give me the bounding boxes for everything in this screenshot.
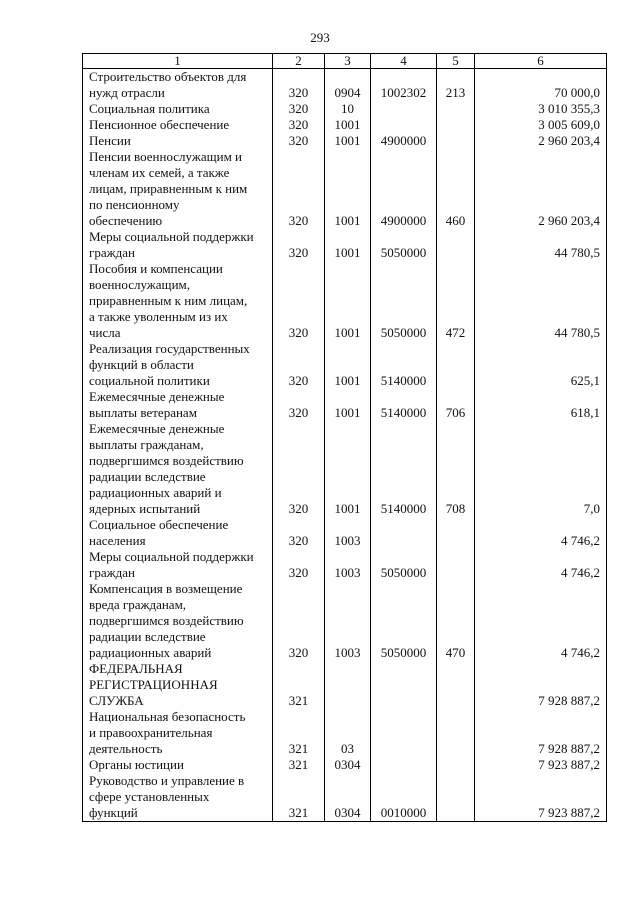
ministry-code: 320 (273, 549, 325, 581)
row-name-line: нужд отрасли (89, 85, 165, 100)
row-name (83, 101, 273, 117)
target-code (371, 709, 437, 757)
table-row (83, 421, 607, 517)
target-code (371, 661, 437, 709)
row-name-line: граждан (89, 565, 135, 580)
row-name-line: ФЕДЕРАЛЬНАЯ (89, 661, 183, 676)
row-name (83, 709, 273, 757)
row-name-line: Руководство и управление в (89, 773, 245, 788)
target-code: 5140000 (371, 389, 437, 421)
row-name-line: функций в области (89, 357, 194, 372)
table-row (83, 709, 607, 757)
row-name-line: Компенсация в возмещение (89, 581, 243, 596)
section-code: 1003 (325, 517, 371, 549)
table-row (83, 229, 607, 261)
ministry-code: 320 (273, 69, 325, 102)
amount: 4 746,2 (475, 517, 607, 549)
amount: 625,1 (475, 341, 607, 389)
row-name-line: Пенсионное обеспечение (89, 117, 230, 132)
row-name (83, 261, 273, 341)
target-code (371, 517, 437, 549)
row-name-line: функций (89, 805, 138, 820)
table-row (83, 117, 607, 133)
target-code: 5050000 (371, 261, 437, 341)
column-header: 1 (83, 54, 273, 69)
section-code: 1001 (325, 389, 371, 421)
row-name (83, 581, 273, 661)
expense-type-code (437, 757, 475, 773)
ministry-code: 320 (273, 341, 325, 389)
row-name-line: Ежемесячные денежные (89, 421, 225, 436)
row-name-line: подвергшимся воздействию (89, 453, 244, 468)
row-name-line: граждан (89, 245, 135, 260)
expense-type-code: 213 (437, 69, 475, 102)
row-name-line: числа (89, 325, 121, 340)
target-code: 5050000 (371, 581, 437, 661)
row-name-line: выплаты гражданам, (89, 437, 204, 452)
ministry-code: 320 (273, 117, 325, 133)
section-code: 03 (325, 709, 371, 757)
section-code: 0904 (325, 69, 371, 102)
section-code: 1001 (325, 149, 371, 229)
row-name (83, 757, 273, 773)
section-code: 1001 (325, 261, 371, 341)
expense-type-code: 472 (437, 261, 475, 341)
amount: 3 005 609,0 (475, 117, 607, 133)
row-name (83, 421, 273, 517)
row-name-line: Меры социальной поддержки (89, 229, 254, 244)
ministry-code: 320 (273, 581, 325, 661)
expense-type-code (437, 773, 475, 822)
row-name (83, 149, 273, 229)
column-header: 2 (273, 54, 325, 69)
target-code: 1002302 (371, 69, 437, 102)
ministry-code: 320 (273, 133, 325, 149)
target-code: 4900000 (371, 149, 437, 229)
amount: 2 960 203,4 (475, 133, 607, 149)
row-name-line: ядерных испытаний (89, 501, 201, 516)
ministry-code: 320 (273, 421, 325, 517)
expense-type-code: 708 (437, 421, 475, 517)
table-row (83, 549, 607, 581)
expense-type-code (437, 341, 475, 389)
budget-table (82, 53, 607, 822)
row-name-line: Органы юстиции (89, 757, 184, 772)
row-name-line: Строительство объектов для (89, 69, 247, 84)
column-header: 4 (371, 54, 437, 69)
ministry-code: 320 (273, 261, 325, 341)
ministry-code: 320 (273, 101, 325, 117)
expense-type-code: 460 (437, 149, 475, 229)
row-name-line: Пособия и компенсации (89, 261, 223, 276)
header-row (83, 54, 607, 69)
row-name-line: приравненным к ним лицам, (89, 293, 248, 308)
amount: 44 780,5 (475, 229, 607, 261)
row-name (83, 517, 273, 549)
amount: 7 923 887,2 (475, 757, 607, 773)
row-name-line: радиационных аварий (89, 645, 212, 660)
expense-type-code (437, 517, 475, 549)
row-name (83, 69, 273, 102)
expense-type-code: 706 (437, 389, 475, 421)
amount: 7 928 887,2 (475, 709, 607, 757)
row-name-line: военнослужащим, (89, 277, 190, 292)
table-row (83, 101, 607, 117)
row-name-line: Ежемесячные денежные (89, 389, 225, 404)
section-code: 1001 (325, 133, 371, 149)
row-name-line: Пенсии (89, 133, 131, 148)
row-name-line: СЛУЖБА (89, 693, 144, 708)
table-row (83, 773, 607, 822)
expense-type-code (437, 117, 475, 133)
target-code: 4900000 (371, 133, 437, 149)
row-name-line: членам их семей, а также (89, 165, 230, 180)
row-name-line: Социальная политика (89, 101, 210, 116)
expense-type-code (437, 229, 475, 261)
page-number: 293 (310, 30, 330, 45)
target-code (371, 757, 437, 773)
expense-type-code (437, 101, 475, 117)
row-name-line: Меры социальной поддержки (89, 549, 254, 564)
column-header: 5 (437, 54, 475, 69)
row-name-line: Социальное обеспечение (89, 517, 229, 532)
amount: 70 000,0 (475, 69, 607, 102)
amount: 7 928 887,2 (475, 661, 607, 709)
column-header: 6 (475, 54, 607, 69)
table-body (83, 69, 607, 822)
row-name (83, 133, 273, 149)
section-code: 1001 (325, 229, 371, 261)
amount: 3 010 355,3 (475, 101, 607, 117)
table-row (83, 389, 607, 421)
section-code: 1001 (325, 341, 371, 389)
table-row (83, 581, 607, 661)
amount: 4 746,2 (475, 581, 607, 661)
amount: 7,0 (475, 421, 607, 517)
table-row (83, 69, 607, 102)
row-name-line: сфере установленных (89, 789, 210, 804)
table-row (83, 261, 607, 341)
target-code: 0010000 (371, 773, 437, 822)
column-header: 3 (325, 54, 371, 69)
expense-type-code: 470 (437, 581, 475, 661)
expense-type-code (437, 549, 475, 581)
row-name-line: радиации вследствие (89, 629, 206, 644)
table-row (83, 149, 607, 229)
expense-type-code (437, 661, 475, 709)
section-code (325, 661, 371, 709)
row-name-line: населения (89, 533, 146, 548)
ministry-code: 321 (273, 661, 325, 709)
row-name (83, 117, 273, 133)
amount: 7 923 887,2 (475, 773, 607, 822)
table-row (83, 661, 607, 709)
row-name-line: лицам, приравненным к ним (89, 181, 248, 196)
table-row (83, 133, 607, 149)
row-name-line: радиационных аварий и (89, 485, 222, 500)
target-code: 5050000 (371, 229, 437, 261)
target-code (371, 101, 437, 117)
section-code: 1003 (325, 581, 371, 661)
row-name-line: вреда гражданам, (89, 597, 187, 612)
target-code: 5140000 (371, 341, 437, 389)
row-name-line: по пенсионному (89, 197, 180, 212)
row-name-line: и правоохранительная (89, 725, 213, 740)
section-code: 1001 (325, 421, 371, 517)
amount: 618,1 (475, 389, 607, 421)
target-code (371, 117, 437, 133)
table-row (83, 757, 607, 773)
row-name (83, 661, 273, 709)
ministry-code: 321 (273, 773, 325, 822)
expense-type-code (437, 133, 475, 149)
row-name (83, 773, 273, 822)
row-name-line: Пенсии военнослужащим и (89, 149, 243, 164)
section-code: 0304 (325, 773, 371, 822)
row-name (83, 389, 273, 421)
target-code: 5050000 (371, 549, 437, 581)
table-row (83, 341, 607, 389)
row-name-line: РЕГИСТРАЦИОННАЯ (89, 677, 218, 692)
section-code: 1003 (325, 549, 371, 581)
ministry-code: 320 (273, 517, 325, 549)
row-name-line: обеспечению (89, 213, 163, 228)
ministry-code: 321 (273, 757, 325, 773)
section-code: 10 (325, 101, 371, 117)
row-name-line: деятельность (89, 741, 163, 756)
ministry-code: 321 (273, 709, 325, 757)
row-name-line: подвергшимся воздействию (89, 613, 244, 628)
row-name-line: Реализация государственных (89, 341, 250, 356)
section-code: 0304 (325, 757, 371, 773)
row-name (83, 549, 273, 581)
row-name-line: Национальная безопасность (89, 709, 246, 724)
row-name (83, 229, 273, 261)
row-name-line: выплаты ветеранам (89, 405, 197, 420)
row-name-line: социальной политики (89, 373, 210, 388)
row-name (83, 341, 273, 389)
table-row (83, 517, 607, 549)
amount: 44 780,5 (475, 261, 607, 341)
amount: 4 746,2 (475, 549, 607, 581)
row-name-line: а также уволенным из их (89, 309, 228, 324)
ministry-code: 320 (273, 229, 325, 261)
ministry-code: 320 (273, 389, 325, 421)
target-code: 5140000 (371, 421, 437, 517)
ministry-code: 320 (273, 149, 325, 229)
row-name-line: радиации вследствие (89, 469, 206, 484)
section-code: 1001 (325, 117, 371, 133)
expense-type-code (437, 709, 475, 757)
amount: 2 960 203,4 (475, 149, 607, 229)
